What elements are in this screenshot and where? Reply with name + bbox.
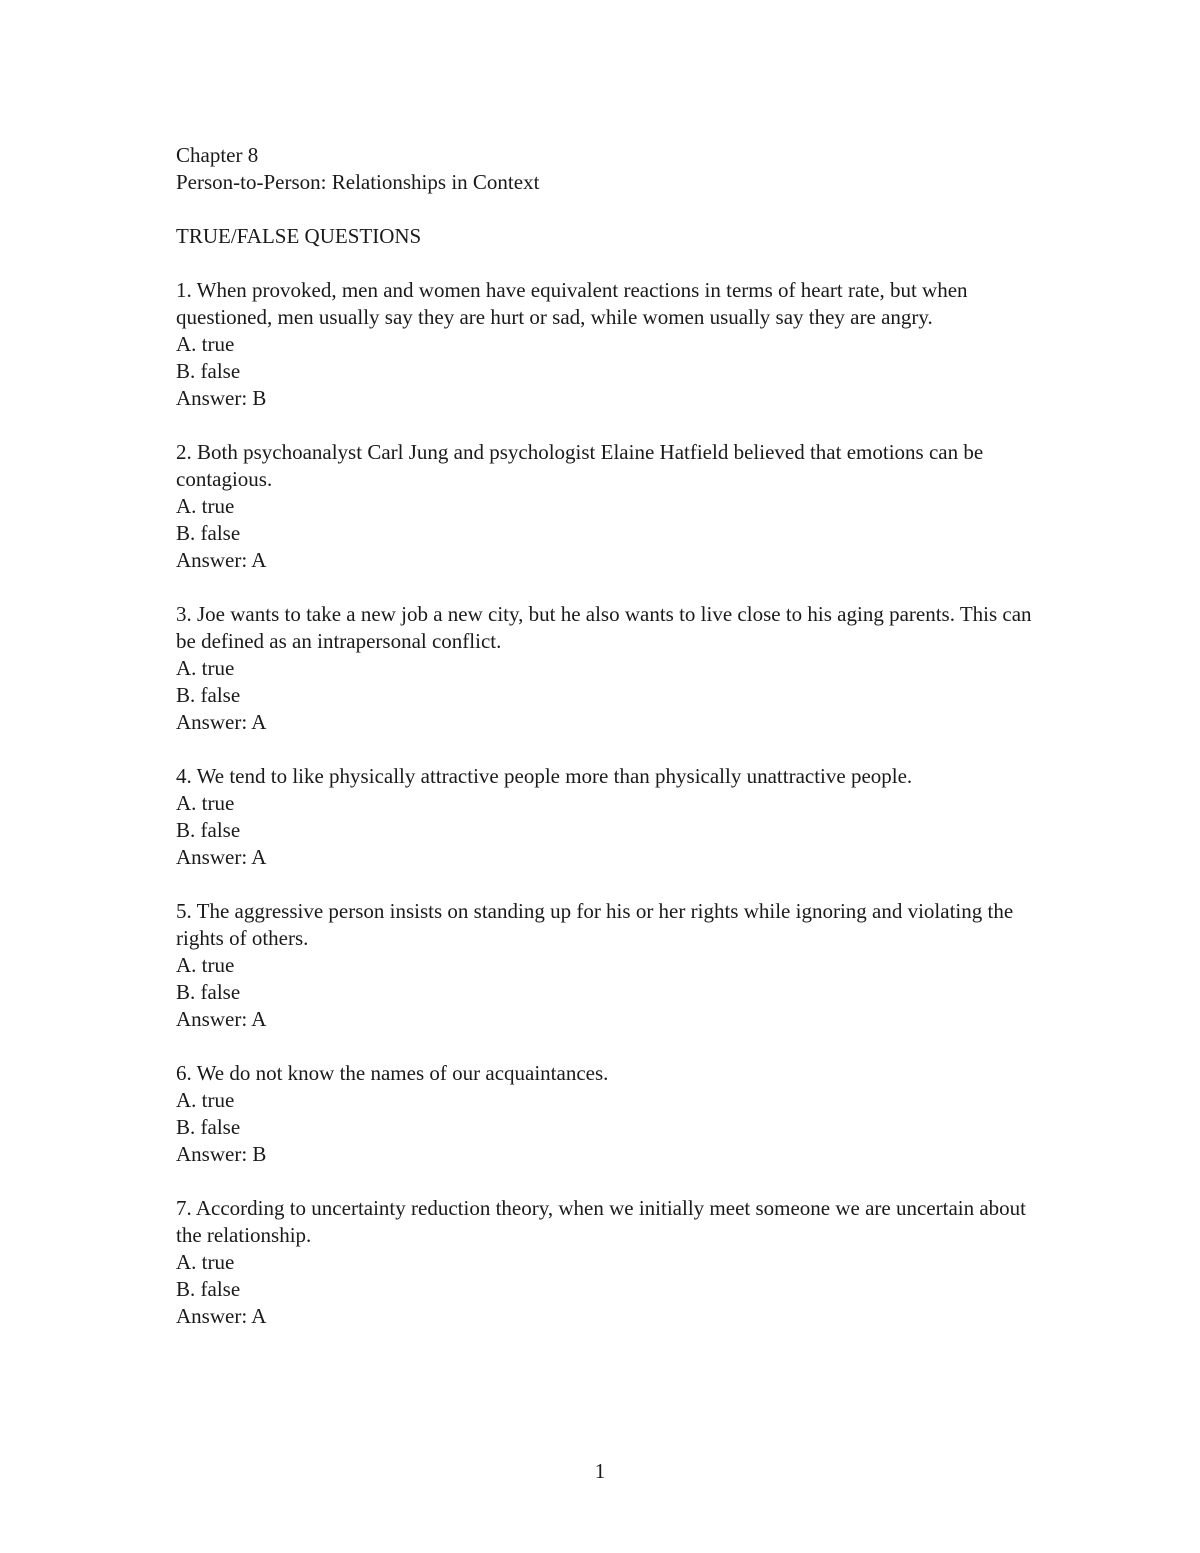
chapter-title: Person-to-Person: Relationships in Context (176, 170, 540, 194)
spacer (176, 1168, 1036, 1195)
answer: Answer: B (176, 1142, 267, 1166)
option-b: B. false (176, 818, 241, 842)
answer: Answer: A (176, 845, 267, 869)
spacer (176, 412, 1036, 439)
spacer (176, 871, 1036, 898)
page-number: 1 (594, 1459, 606, 1483)
option-b: B. false (176, 521, 241, 545)
question-2 (176, 439, 1036, 574)
spacer (176, 196, 1036, 223)
option-a: A. true (176, 1088, 235, 1112)
question-1 (176, 277, 1036, 412)
spacer (176, 1033, 1036, 1060)
option-a: A. true (176, 1250, 235, 1274)
option-b: B. false (176, 1277, 241, 1301)
option-a: A. true (176, 656, 235, 680)
answer: Answer: A (176, 1007, 267, 1031)
answer: Answer: A (176, 710, 267, 734)
option-b: B. false (176, 359, 241, 383)
option-b: B. false (176, 1115, 241, 1139)
question-4 (176, 763, 1036, 871)
option-a: A. true (176, 494, 235, 518)
question-text: 1. When provoked, men and women have equivalent reactions in terms of heart rate, but when questioned, men usually say they are hurt or sad, while women usually say they are angry. (176, 278, 968, 329)
question-6 (176, 1060, 1036, 1168)
answer: Answer: A (176, 1304, 267, 1328)
page-content (176, 142, 1036, 1330)
question-text: 6. We do not know the names of our acquaintances. (176, 1061, 609, 1085)
answer: Answer: A (176, 548, 267, 572)
question-7 (176, 1195, 1036, 1330)
spacer (176, 250, 1036, 277)
option-a: A. true (176, 953, 235, 977)
question-text: 5. The aggressive person insists on standing up for his or her rights while ignoring and violating the rights of others. (176, 899, 1014, 950)
option-b: B. false (176, 980, 241, 1004)
question-text: 7. According to uncertainty reduction theory, when we initially meet someone we are uncertain about the relationship. (176, 1196, 1027, 1247)
option-a: A. true (176, 332, 235, 356)
option-b: B. false (176, 683, 241, 707)
option-a: A. true (176, 791, 235, 815)
question-5 (176, 898, 1036, 1033)
question-text: 4. We tend to like physically attractive people more than physically unattractive people. (176, 764, 913, 788)
question-text: 2. Both psychoanalyst Carl Jung and psychologist Elaine Hatfield believed that emotions can be contagious. (176, 440, 984, 491)
chapter-number: Chapter 8 (176, 143, 259, 167)
question-3 (176, 601, 1036, 736)
section-heading: TRUE/FALSE QUESTIONS (176, 224, 422, 248)
question-text: 3. Joe wants to take a new job a new city, but he also wants to live close to his aging parents. This can be defined as an intrapersonal conflict. (176, 602, 1032, 653)
spacer (176, 736, 1036, 763)
answer: Answer: B (176, 386, 267, 410)
spacer (176, 574, 1036, 601)
